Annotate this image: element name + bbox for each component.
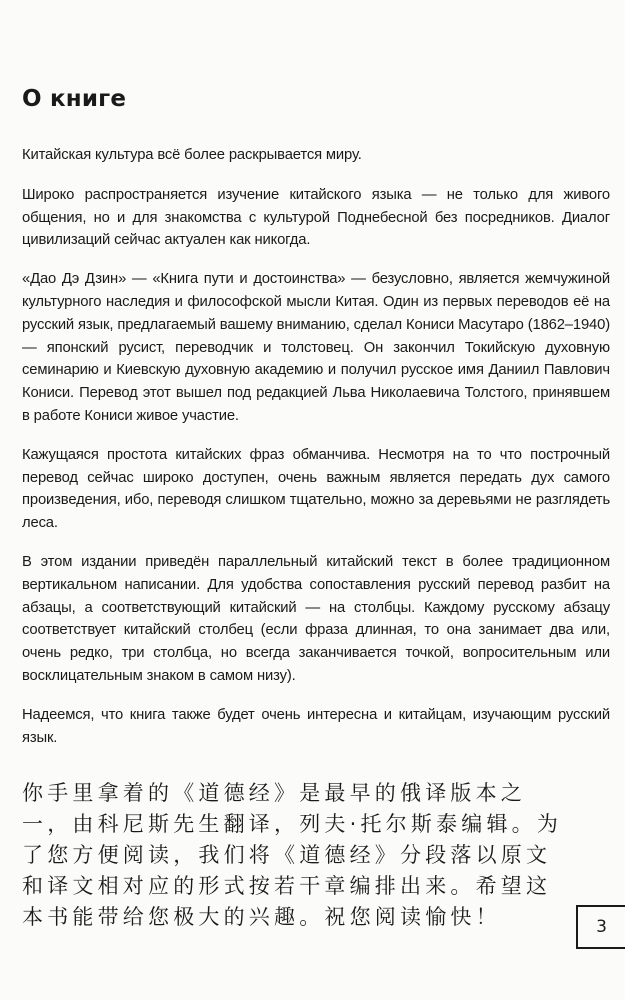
page-number: 3 xyxy=(576,905,625,949)
chinese-paragraph: 你手里拿着的《道德经》是最早的俄译版本之一，由科尼斯先生翻译，列夫·托尔斯泰编辑。为了您方便阅读，我们将《道德经》分段落以原文和译文相对应的形式按若干章编排出来。希望这本书能带给您极大的兴趣。祝您阅读愉快！ xyxy=(22,781,563,929)
body-text xyxy=(22,144,610,765)
paragraph: Кажущаяся простота китайских фраз обманчива. Несмотря на то что построчный перевод сейчас широко доступен, очень важным является передать дух самого произведения, ибо, переводя слишком тщательно, можно за деревьями не разглядеть леса. xyxy=(22,446,610,532)
paragraph: В этом издании приведён параллельный китайский текст в более традиционном вертикальном написании. Для удобства сопоставления русский перевод разбит на абзацы, а соответствующий китайский — на столбцы. Каждому русскому абзацу соответствует китайский столбец (если фраза длинная, то она занимает два или, очень редко, три столбца, но всегда заканчивается точкой, вопросительным или восклицательным знаком в самом низу). xyxy=(22,553,610,684)
paragraph: «Дао Дэ Дзин» — «Книга пути и достоинства» — безусловно, является жемчужиной культурного наследия и философской мысли Китая. Один из первых переводов её на русский язык, предлагаемый вашему вниманию, сделал Кониси Масутаро (1862–1940) — японский русист, переводчик и толстовец. Он закончил Токийскую духовную семинарию и Киевскую духовную академию и получил русское имя Даниил Павлович Кониси. Перевод этот вышел под редакцией Льва Николаевича Толстого, принявшем в работе Кониси живое участие. xyxy=(22,271,610,424)
paragraph: Широко распространяется изучение китайского языка — не только для живого общения, но и для знакомства с культурой Поднебесной без посредников. Диалог цивилизаций сейчас актуален как никогда. xyxy=(22,186,610,249)
paragraph: Надеемся, что книга также будет очень интересна и китайцам, изучающим русский язык. xyxy=(22,706,610,746)
paragraph: Китайская культура всё более раскрывается миру. xyxy=(22,147,362,163)
page-title: О книге xyxy=(22,86,127,112)
